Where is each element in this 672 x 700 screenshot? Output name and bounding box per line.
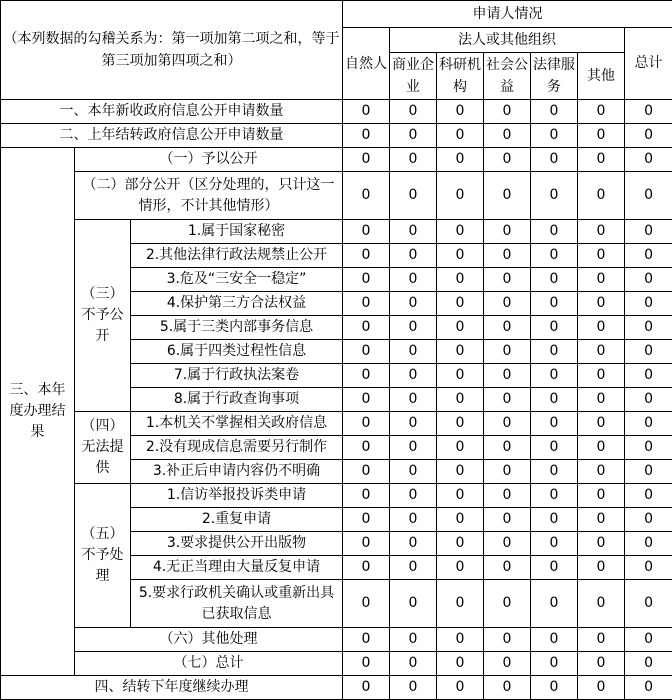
value-cell: 0 — [484, 556, 531, 580]
value-cell: 0 — [484, 148, 531, 172]
value-cell: 0 — [390, 340, 437, 364]
value-cell: 0 — [390, 436, 437, 460]
value-cell: 0 — [531, 172, 578, 220]
value-cell: 0 — [531, 628, 578, 652]
value-cell: 0 — [437, 556, 484, 580]
row-label-results: 三、本年度办理结果 — [1, 148, 75, 676]
value-cell: 0 — [390, 124, 437, 148]
item-label: 7.属于行政执法案卷 — [131, 364, 343, 388]
value-cell: 0 — [437, 292, 484, 316]
value-cell: 0 — [531, 244, 578, 268]
value-cell: 0 — [390, 148, 437, 172]
value-cell: 0 — [390, 412, 437, 436]
item-label: 5.要求行政机关确认或重新出具已获取信息 — [131, 580, 343, 628]
value-cell: 0 — [390, 100, 437, 124]
value-cell: 0 — [437, 388, 484, 412]
value-cell: 0 — [484, 268, 531, 292]
other-header: 其他 — [578, 53, 625, 100]
value-cell: 0 — [437, 148, 484, 172]
value-cell: 0 — [578, 220, 625, 244]
value-cell: 0 — [437, 628, 484, 652]
value-cell: 0 — [625, 364, 672, 388]
value-cell: 0 — [390, 580, 437, 628]
value-cell: 0 — [390, 460, 437, 484]
value-cell: 0 — [390, 316, 437, 340]
value-cell: 0 — [484, 484, 531, 508]
value-cell: 0 — [343, 580, 390, 628]
item-label: 3.危及“三安全一稳定” — [131, 268, 343, 292]
row-label-carried-over: 二、上年结转政府信息公开申请数量 — [1, 124, 343, 148]
value-cell: 0 — [343, 340, 390, 364]
value-cell: 0 — [484, 436, 531, 460]
value-cell: 0 — [343, 220, 390, 244]
value-cell: 0 — [531, 676, 578, 700]
item-label: 3.要求提供公开出版物 — [131, 532, 343, 556]
value-cell: 0 — [625, 676, 672, 700]
value-cell: 0 — [343, 292, 390, 316]
value-cell: 0 — [484, 628, 531, 652]
value-cell: 0 — [484, 676, 531, 700]
value-cell: 0 — [625, 388, 672, 412]
value-cell: 0 — [578, 412, 625, 436]
value-cell: 0 — [343, 172, 390, 220]
value-cell: 0 — [437, 100, 484, 124]
item-label: 1.属于国家秘密 — [131, 220, 343, 244]
value-cell: 0 — [343, 244, 390, 268]
item-label: 2.没有现成信息需要另行制作 — [131, 436, 343, 460]
row-label-disclosed: （一）予以公开 — [75, 148, 343, 172]
value-cell: 0 — [484, 340, 531, 364]
social-header: 社会公益 — [484, 53, 531, 100]
value-cell: 0 — [437, 220, 484, 244]
value-cell: 0 — [343, 148, 390, 172]
value-cell: 0 — [578, 460, 625, 484]
value-cell: 0 — [343, 484, 390, 508]
value-cell: 0 — [484, 652, 531, 676]
value-cell: 0 — [390, 244, 437, 268]
table-row — [1, 100, 672, 124]
value-cell: 0 — [437, 508, 484, 532]
value-cell: 0 — [484, 412, 531, 436]
item-label: 1.信访举报投诉类申请 — [131, 484, 343, 508]
value-cell: 0 — [484, 124, 531, 148]
item-label: 8.属于行政查询事项 — [131, 388, 343, 412]
value-cell: 0 — [531, 364, 578, 388]
value-cell: 0 — [531, 388, 578, 412]
value-cell: 0 — [578, 364, 625, 388]
value-cell: 0 — [390, 676, 437, 700]
value-cell: 0 — [625, 652, 672, 676]
item-label: 5.属于三类内部事务信息 — [131, 316, 343, 340]
value-cell: 0 — [484, 316, 531, 340]
business-header: 商业企业 — [390, 53, 437, 100]
value-cell: 0 — [578, 292, 625, 316]
value-cell: 0 — [625, 412, 672, 436]
value-cell: 0 — [390, 532, 437, 556]
value-cell: 0 — [625, 268, 672, 292]
value-cell: 0 — [343, 364, 390, 388]
value-cell: 0 — [437, 316, 484, 340]
value-cell: 0 — [343, 676, 390, 700]
row-label-carry-forward: 四、结转下年度继续办理 — [1, 676, 343, 700]
value-cell: 0 — [578, 340, 625, 364]
value-cell: 0 — [531, 340, 578, 364]
value-cell: 0 — [484, 508, 531, 532]
value-cell: 0 — [343, 412, 390, 436]
value-cell: 0 — [625, 460, 672, 484]
value-cell: 0 — [578, 244, 625, 268]
value-cell: 0 — [343, 628, 390, 652]
value-cell: 0 — [437, 484, 484, 508]
value-cell: 0 — [484, 580, 531, 628]
table-row — [1, 484, 672, 508]
value-cell: 0 — [625, 316, 672, 340]
value-cell: 0 — [437, 580, 484, 628]
value-cell: 0 — [531, 460, 578, 484]
value-cell: 0 — [625, 484, 672, 508]
table-row — [1, 124, 672, 148]
natural-person-header: 自然人 — [343, 28, 390, 100]
item-label: 4.无正当理由大量反复申请 — [131, 556, 343, 580]
value-cell: 0 — [578, 316, 625, 340]
value-cell: 0 — [578, 148, 625, 172]
value-cell: 0 — [343, 508, 390, 532]
value-cell: 0 — [578, 436, 625, 460]
value-cell: 0 — [484, 364, 531, 388]
total-header: 总计 — [625, 28, 672, 100]
value-cell: 0 — [343, 532, 390, 556]
value-cell: 0 — [437, 124, 484, 148]
value-cell: 0 — [390, 556, 437, 580]
value-cell: 0 — [437, 460, 484, 484]
value-cell: 0 — [484, 292, 531, 316]
value-cell: 0 — [484, 460, 531, 484]
value-cell: 0 — [625, 556, 672, 580]
value-cell: 0 — [625, 436, 672, 460]
value-cell: 0 — [531, 580, 578, 628]
value-cell: 0 — [531, 436, 578, 460]
value-cell: 0 — [531, 412, 578, 436]
value-cell: 0 — [484, 220, 531, 244]
value-cell: 0 — [390, 484, 437, 508]
value-cell: 0 — [625, 148, 672, 172]
value-cell: 0 — [437, 172, 484, 220]
value-cell: 0 — [625, 100, 672, 124]
value-cell: 0 — [390, 268, 437, 292]
value-cell: 0 — [578, 580, 625, 628]
value-cell: 0 — [484, 532, 531, 556]
row-label-subtotal: （七）总计 — [75, 652, 343, 676]
value-cell: 0 — [437, 364, 484, 388]
value-cell: 0 — [578, 508, 625, 532]
value-cell: 0 — [531, 220, 578, 244]
table-row — [1, 148, 672, 172]
value-cell: 0 — [531, 124, 578, 148]
value-cell: 0 — [484, 100, 531, 124]
value-cell: 0 — [437, 268, 484, 292]
value-cell: 0 — [343, 268, 390, 292]
table-row — [1, 628, 672, 652]
value-cell: 0 — [625, 172, 672, 220]
table-row — [1, 412, 672, 436]
value-cell: 0 — [343, 316, 390, 340]
value-cell: 0 — [390, 628, 437, 652]
value-cell: 0 — [578, 268, 625, 292]
value-cell: 0 — [625, 580, 672, 628]
value-cell: 0 — [578, 484, 625, 508]
value-cell: 0 — [531, 652, 578, 676]
row-label-other-processing: （六）其他处理 — [75, 628, 343, 652]
item-label: 4.保护第三方合法权益 — [131, 292, 343, 316]
value-cell: 0 — [531, 148, 578, 172]
table-row — [1, 652, 672, 676]
value-cell: 0 — [578, 100, 625, 124]
value-cell: 0 — [484, 172, 531, 220]
value-cell: 0 — [625, 220, 672, 244]
value-cell: 0 — [578, 652, 625, 676]
value-cell: 0 — [625, 292, 672, 316]
table-row — [1, 172, 672, 220]
value-cell: 0 — [625, 508, 672, 532]
value-cell: 0 — [578, 676, 625, 700]
value-cell: 0 — [390, 292, 437, 316]
group-label-unable-to-provide: （四）无法提供 — [75, 412, 131, 484]
value-cell: 0 — [437, 244, 484, 268]
relationship-note: （本列数据的勾稽关系为：第一项加第二项之和，等于第三项加第四项之和） — [1, 1, 343, 100]
item-label: 2.重复申请 — [131, 508, 343, 532]
value-cell: 0 — [343, 436, 390, 460]
group-label-not-processed: （五）不予处理 — [75, 484, 131, 628]
value-cell: 0 — [531, 268, 578, 292]
legal-service-header: 法律服务 — [531, 53, 578, 100]
value-cell: 0 — [437, 340, 484, 364]
value-cell: 0 — [578, 556, 625, 580]
value-cell: 0 — [437, 676, 484, 700]
value-cell: 0 — [484, 244, 531, 268]
value-cell: 0 — [343, 388, 390, 412]
value-cell: 0 — [390, 172, 437, 220]
table-row — [1, 220, 672, 244]
row-label-partially-disclosed: （二）部分公开（区分处理的，只计这一情形，不计其他情形） — [75, 172, 343, 220]
value-cell: 0 — [625, 244, 672, 268]
value-cell: 0 — [390, 652, 437, 676]
value-cell: 0 — [625, 532, 672, 556]
value-cell: 0 — [578, 628, 625, 652]
value-cell: 0 — [343, 460, 390, 484]
value-cell: 0 — [343, 124, 390, 148]
value-cell: 0 — [531, 292, 578, 316]
table-row — [1, 676, 672, 700]
value-cell: 0 — [531, 100, 578, 124]
value-cell: 0 — [625, 340, 672, 364]
value-cell: 0 — [578, 172, 625, 220]
value-cell: 0 — [343, 556, 390, 580]
value-cell: 0 — [437, 652, 484, 676]
value-cell: 0 — [390, 508, 437, 532]
value-cell: 0 — [531, 532, 578, 556]
value-cell: 0 — [390, 388, 437, 412]
value-cell: 0 — [578, 388, 625, 412]
research-header: 科研机构 — [437, 53, 484, 100]
item-label: 3.补正后申请内容仍不明确 — [131, 460, 343, 484]
value-cell: 0 — [343, 100, 390, 124]
value-cell: 0 — [390, 364, 437, 388]
value-cell: 0 — [390, 220, 437, 244]
legal-entity-header: 法人或其他组织 — [390, 28, 625, 53]
value-cell: 0 — [343, 652, 390, 676]
value-cell: 0 — [531, 556, 578, 580]
value-cell: 0 — [437, 436, 484, 460]
item-label: 1.本机关不掌握相关政府信息 — [131, 412, 343, 436]
applicant-header: 申请人情况 — [343, 1, 672, 28]
value-cell: 0 — [578, 124, 625, 148]
value-cell: 0 — [531, 316, 578, 340]
value-cell: 0 — [578, 532, 625, 556]
item-label: 2.其他法律行政法规禁止公开 — [131, 244, 343, 268]
value-cell: 0 — [625, 124, 672, 148]
value-cell: 0 — [437, 532, 484, 556]
value-cell: 0 — [437, 412, 484, 436]
value-cell: 0 — [625, 628, 672, 652]
value-cell: 0 — [531, 484, 578, 508]
item-label: 6.属于四类过程性信息 — [131, 340, 343, 364]
row-label-new-requests: 一、本年新收政府信息公开申请数量 — [1, 100, 343, 124]
value-cell: 0 — [531, 508, 578, 532]
value-cell: 0 — [484, 388, 531, 412]
group-label-not-disclosed: （三）不予公开 — [75, 220, 131, 412]
